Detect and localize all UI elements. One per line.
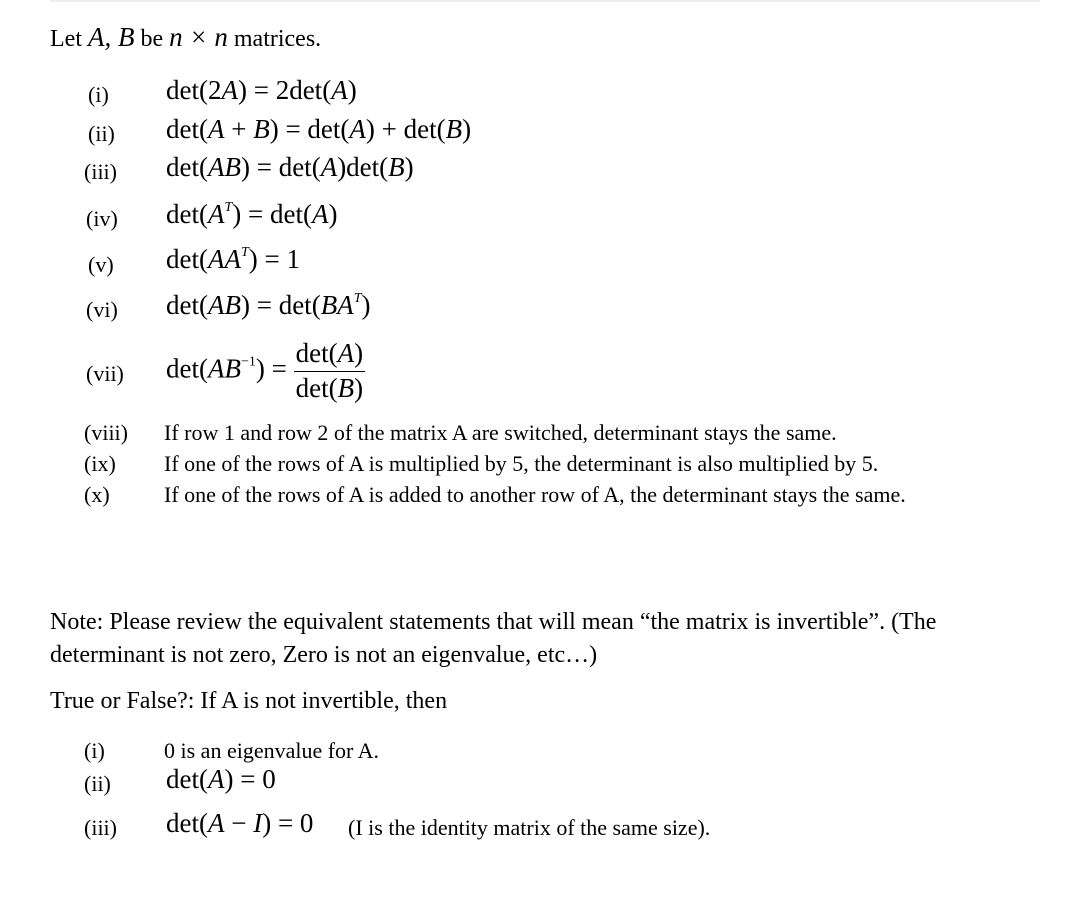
statement-label: (iii) bbox=[84, 815, 117, 840]
note-paragraph: Note: Please review the equivalent statements that will mean “the matrix is invertible”. (The determinant is not zero, Zero is not an eigenvalue, etc…) bbox=[50, 609, 937, 668]
prop-equation: $\det(AB^{-1})$ = $\frac{\det(A)}{\det(B)}$ bbox=[166, 337, 365, 406]
fraction bbox=[294, 337, 365, 406]
statement-equation: det(A − I) = 0 bbox=[166, 808, 314, 838]
prop-label: (viii) bbox=[84, 420, 128, 445]
statement-remark: (I is the identity matrix of the same size). bbox=[348, 815, 711, 840]
prop-label: (iv) bbox=[86, 206, 118, 231]
prop-text: If one of the rows of A is added to another row of A, the determinant stays the same. bbox=[164, 482, 906, 507]
intro-let: Let bbox=[50, 26, 82, 52]
intro-be: be bbox=[140, 26, 164, 52]
prop-equation: $\det(AB) = \det(BA^T)$ bbox=[166, 290, 371, 320]
intro-vars: A, B bbox=[87, 22, 135, 52]
fraction-numerator: det(A) bbox=[294, 337, 365, 372]
prop-label: (vii) bbox=[86, 361, 124, 386]
prop-label: (ii) bbox=[88, 121, 115, 146]
prop-label: (iii) bbox=[84, 159, 117, 184]
statement-text: 0 is an eigenvalue for A. bbox=[164, 738, 380, 763]
prop-label: (ix) bbox=[84, 451, 116, 476]
prop-equation: det(2A) = 2det(A) bbox=[166, 75, 357, 105]
question: True or False?: If A is not invertible, then bbox=[50, 688, 448, 714]
intro-rest: matrices. bbox=[233, 26, 322, 52]
prop-label: (x) bbox=[84, 482, 110, 507]
top-rule bbox=[50, 0, 1040, 2]
intro-dims: n × n bbox=[169, 22, 228, 52]
statement-label: (i) bbox=[84, 738, 105, 763]
statement-equation: det(A) = 0 bbox=[166, 764, 276, 794]
prop-text: If one of the rows of A is multiplied by 5, the determinant is also multiplied by 5. bbox=[164, 451, 879, 476]
prop-text: If row 1 and row 2 of the matrix A are switched, determinant stays the same. bbox=[164, 420, 837, 445]
prop-equation: $\det(AA^T) = 1$ bbox=[166, 244, 300, 274]
prop-equation: det(AB) = det(A)det(B) bbox=[166, 152, 414, 182]
statement-label: (ii) bbox=[84, 771, 111, 796]
prop-label: (vi) bbox=[86, 297, 118, 322]
prop-equation: $\det(A^T) = \det(A)$ bbox=[166, 199, 338, 229]
fraction-denominator: det(B) bbox=[295, 372, 364, 403]
prop-equation: det(A + B) = det(A) + det(B) bbox=[166, 114, 472, 144]
prop-label: (i) bbox=[88, 82, 109, 107]
intro-line bbox=[50, 22, 321, 53]
prop-label: (v) bbox=[88, 252, 114, 277]
